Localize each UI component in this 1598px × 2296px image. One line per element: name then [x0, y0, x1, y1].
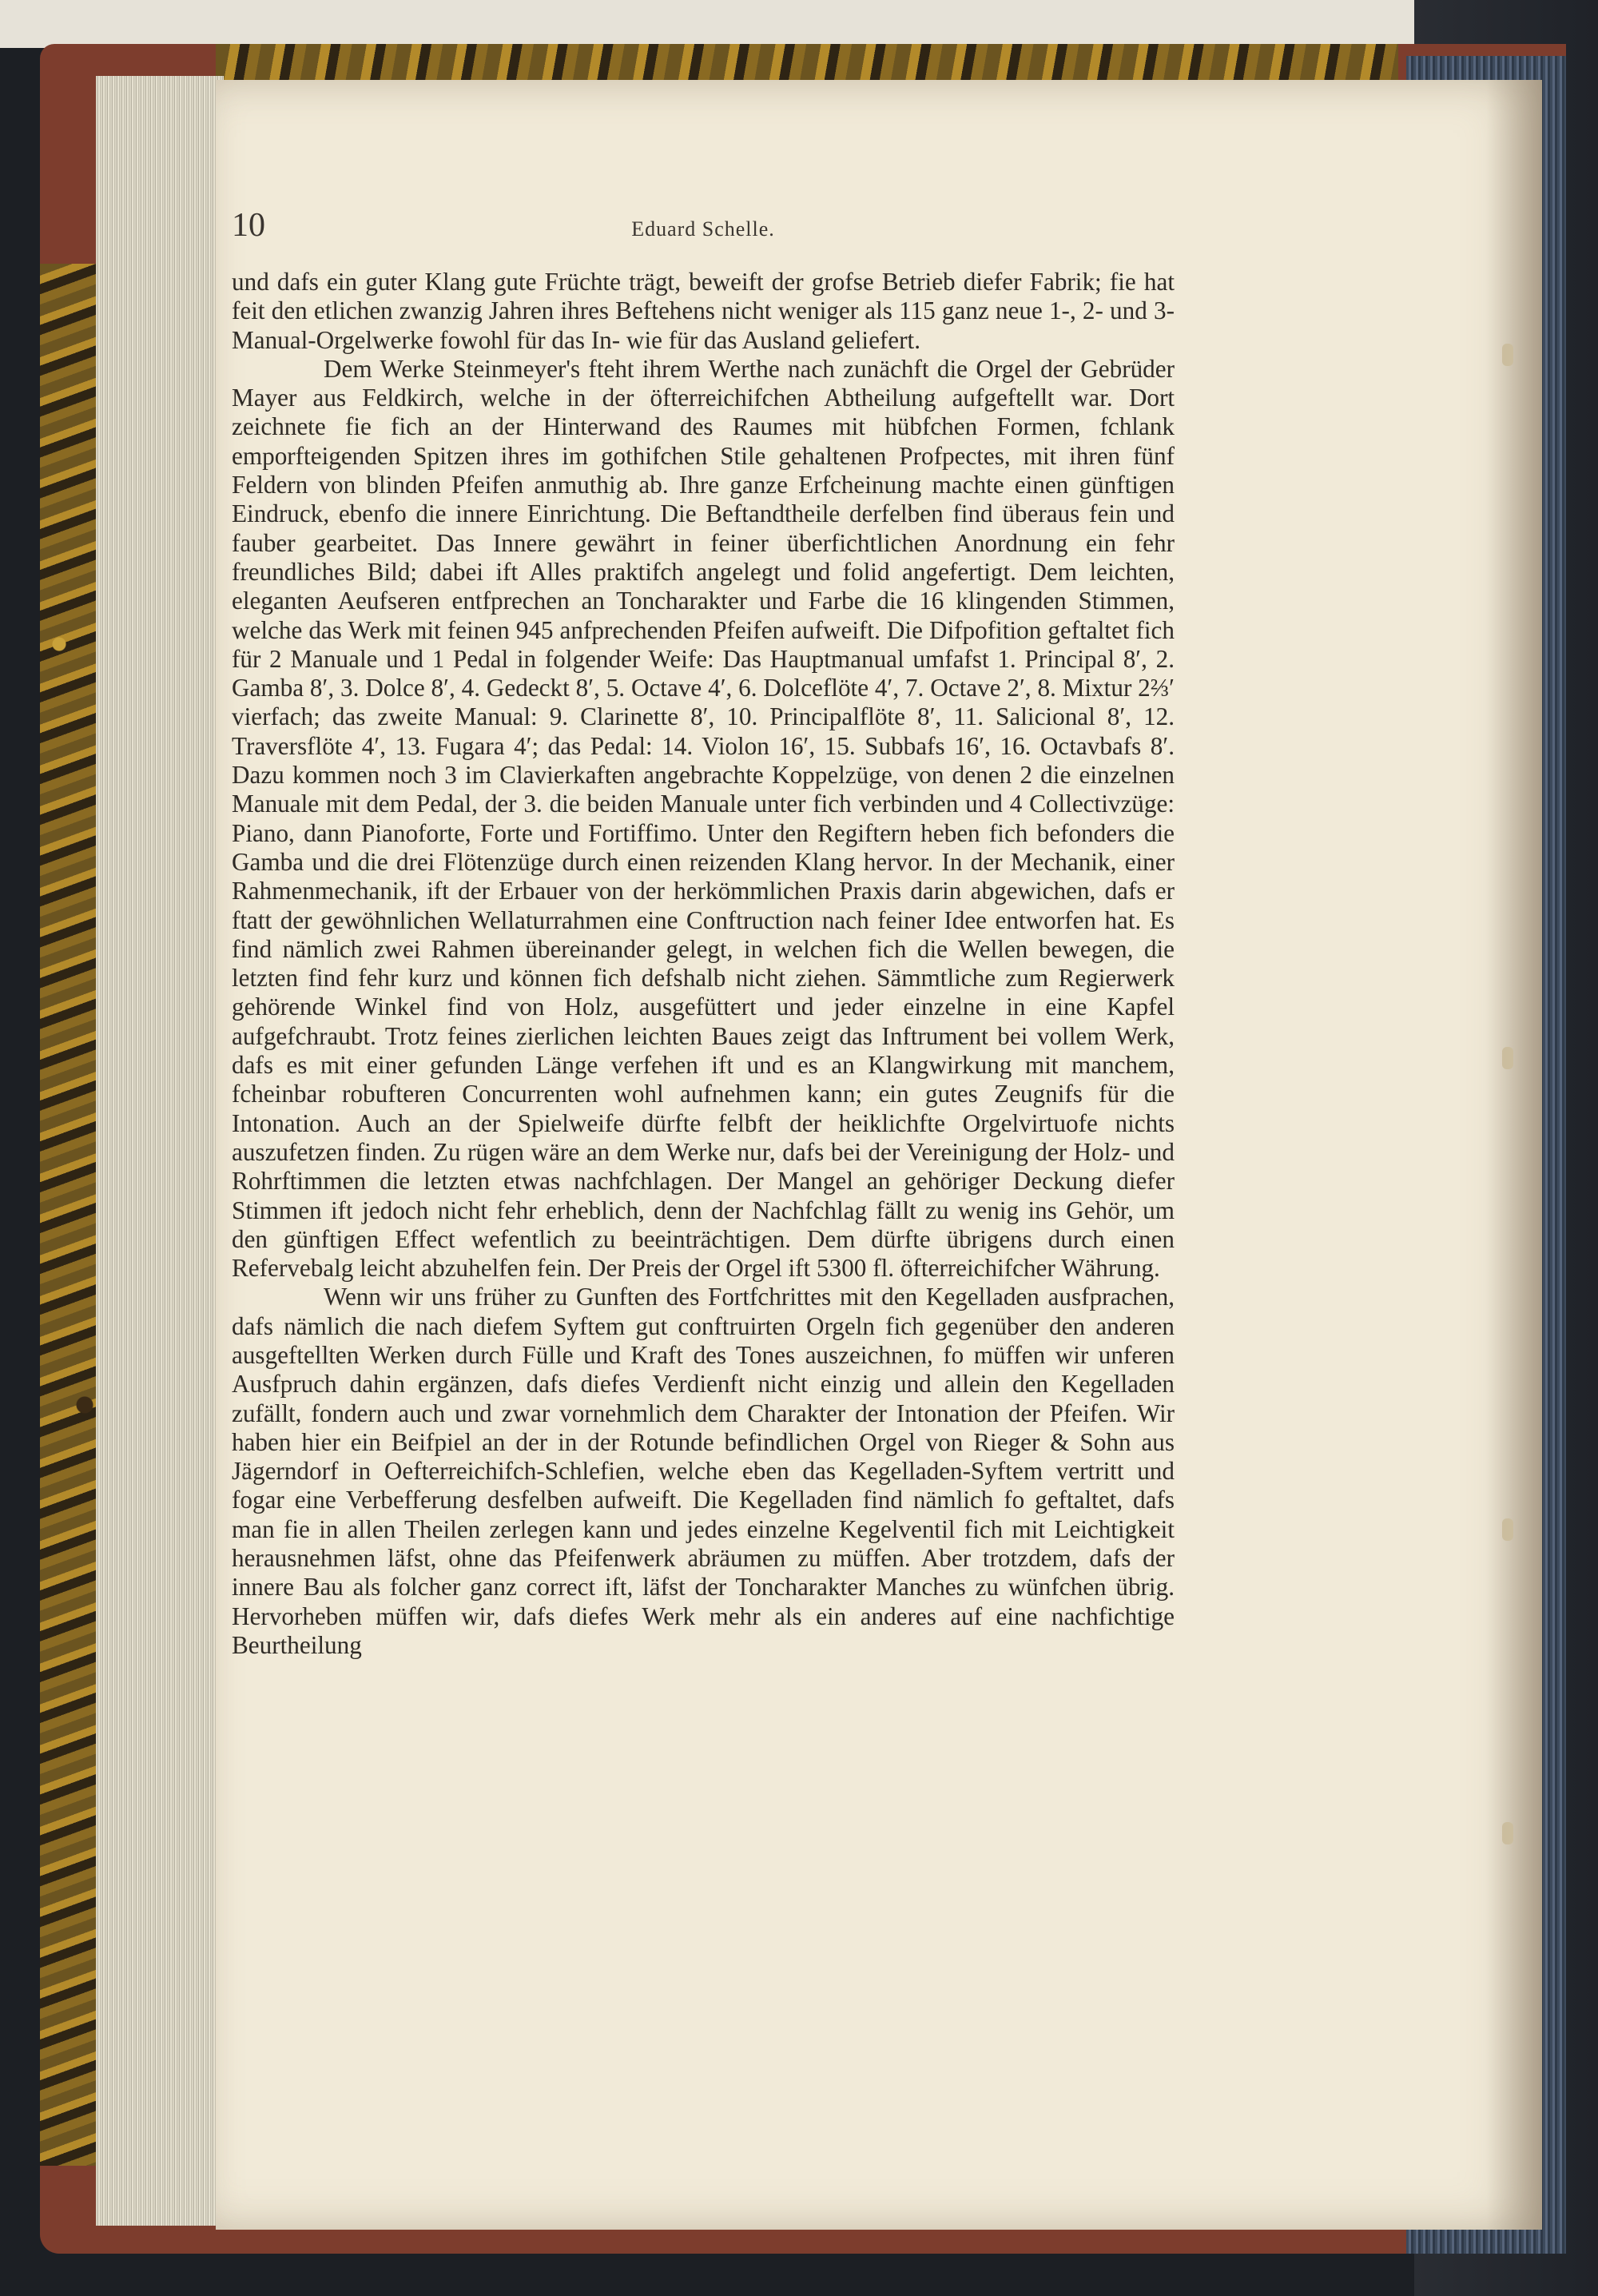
page-edges — [96, 76, 224, 2226]
marbled-board-top — [216, 44, 1398, 84]
paragraph: Wenn wir uns früher zu Gunften des Fortfchrittes mit den Kegelladen ausfprachen, dafs nämlich die nach diefem Syftem gut conftruirten Orgeln fich gegenüber den anderen ausgeftellten Werken durch Fülle und Kraft des Tones auszeichnen, fo müffen wir unferen Ausfpruch dahin ergänzen, dafs diefes Verdienft nicht einzig und allein den Kegelladen zufällt, fondern auch und zwar vornehmlich dem Charakter der Intonation der Pfeifen. Wir haben hier ein Beifpiel an der in der Rotunde befindlichen Orgel von Rieger & Sohn aus Jägerndorf in Oefterreichifch-Schlefien, welche eben das Kegelladen-Syftem vertritt und fogar eine Verbefferung desfelben aufweift. Die Kegelladen find nämlich fo geftaltet, dafs man fie in allen Theilen zerlegen kann und jedes einzelne Kegelventil fich mit Leichtigkeit herausnehmen läfst, ohne das Pfeifenwerk abräumen zu müffen. Aber trotzdem, dafs der innere Bau als folcher ganz correct ift, läfst der Toncharakter Manches zu wünfchen übrig. Hervorheben müffen wir, dafs diefes Werk mehr als ein anderes auf eine nachfichtige Beurtheilung — [232, 1283, 1175, 1659]
binding-thread — [1502, 344, 1513, 366]
marbled-board-left — [40, 264, 104, 2166]
running-head: Eduard Schelle. — [631, 217, 775, 241]
binding-thread — [1502, 1518, 1513, 1541]
binding-thread — [1502, 1822, 1513, 1844]
paragraph: und dafs ein guter Klang gute Früchte trägt, beweift der grofse Betrieb diefer Fabrik; fie hat feit den etlichen zwanzig Jahren ihres Beftehens nicht weniger als 115 ganz neue 1-, 2- und 3-Manual-Orgelwerke fowohl für das In- wie für das Ausland geliefert. — [232, 268, 1175, 354]
binding-thread — [1502, 1047, 1513, 1069]
page-number: 10 — [232, 207, 265, 244]
page-header — [232, 206, 1175, 254]
gutter-shadow — [1486, 80, 1542, 2230]
backdrop — [0, 0, 1414, 48]
paragraph: Dem Werke Steinmeyer's fteht ihrem Werthe nach zunächft die Orgel der Gebrüder Mayer aus Feldkirch, welche in der öfterreichifchen Abtheilung aufgeftellt war. Dort zeichnete fie fich an der Hinterwand des Raumes mit hübfchen Formen, fchlank emporfteigenden Spitzen ihres im gothifchen Stile gehaltenen Profpectes, mit ihren fünf Feldern von blinden Pfeifen anmuthig ab. Ihre ganze Erfcheinung machte einen günftigen Eindruck, ebenfo die innere Einrichtung. Die Beftandtheile derfelben find überaus fein und fauber gearbeitet. Das Innere gewährt in feiner überfichtlichen Anordnung ein fehr freundliches Bild; dabei ift Alles praktifch angelegt und folid angefertigt. Dem leichten, eleganten Aeufseren entfprechen an Toncharakter und Farbe die 16 klingenden Stimmen, welche das Werk mit feinen 945 anfprechenden Pfeifen aufweift. Die Difpofition geftaltet fich für 2 Manuale und 1 Pedal in folgender Weife: Das Hauptmanual umfafst 1. Principal 8′, 2. Gamba 8′, 3. Dolce 8′, 4. Gedeckt 8′, 5. Octave 4′, 6. Dolceflöte 4′, 7. Octave 2′, 8. Mixtur 2⅔′ vierfach; das zweite Manual: 9. Clarinette 8′, 10. Principalflöte 8′, 11. Salicional 8′, 12. Traversflöte 4′, 13. Fugara 4′; das Pedal: 14. Violon 16′, 15. Subbafs 16′, 16. Octavbafs 8′. Dazu kommen noch 3 im Clavierkaften angebrachte Koppelzüge, von denen 2 die einzelnen Manuale mit dem Pedal, der 3. die beiden Manuale unter fich verbinden und 4 Collectivzüge: Piano, dann Pianoforte, Forte und Fortiffimo. Unter den Regiftern heben fich befonders die Gamba und die drei Flötenzüge durch einen reizenden Klang hervor. In der Mechanik, einer Rahmenmechanik, ift der Erbauer von der herkömmlichen Praxis darin abgewichen, dafs er ftatt der gewöhnlichen Wellaturrahmen eine Conftruction nach feiner Idee entworfen hat. Es find nämlich zwei Rahmen übereinander gelegt, in welchen fich die Wellen bewegen, die letzten find fehr kurz und können fich defshalb nicht ziehen. Sämmtliche zum Regierwerk gehörende Winkel find von Holz, ausgefüttert und jeder einzelne in eine Kapfel aufgefchraubt. Trotz feines zierlichen leichten Baues zeigt das Inftrument bei vollem Werk, dafs es mit einer gefunden Länge verfehen ift und es an Klangwirkung mit manchem, fcheinbar robufteren Concurrenten wohl aufnehmen kann; ein gutes Zeugnifs für die Intonation. Auch an der Spielweife dürfte felbft der heiklichfte Orgelvirtuofe nichts auszufetzen finden. Zu rügen wäre an dem Werke nur, dafs bei der Vereinigung der Holz- und Rohrftimmen die letzten etwas nachfchlagen. Der Mangel an gehöriger Deckung diefer Stimmen ift jedoch nicht fehr erheblich, denn der Nachfchlag fällt zu wenig ins Gehör, um den günftigen Effect wefentlich zu beeinträchtigen. Dem dürfte übrigens durch einen Refervebalg leicht abzuhelfen fein. Der Preis der Orgel ift 5300 fl. öfterreichifcher Währung. — [232, 354, 1175, 1283]
body-text — [232, 268, 1175, 1660]
